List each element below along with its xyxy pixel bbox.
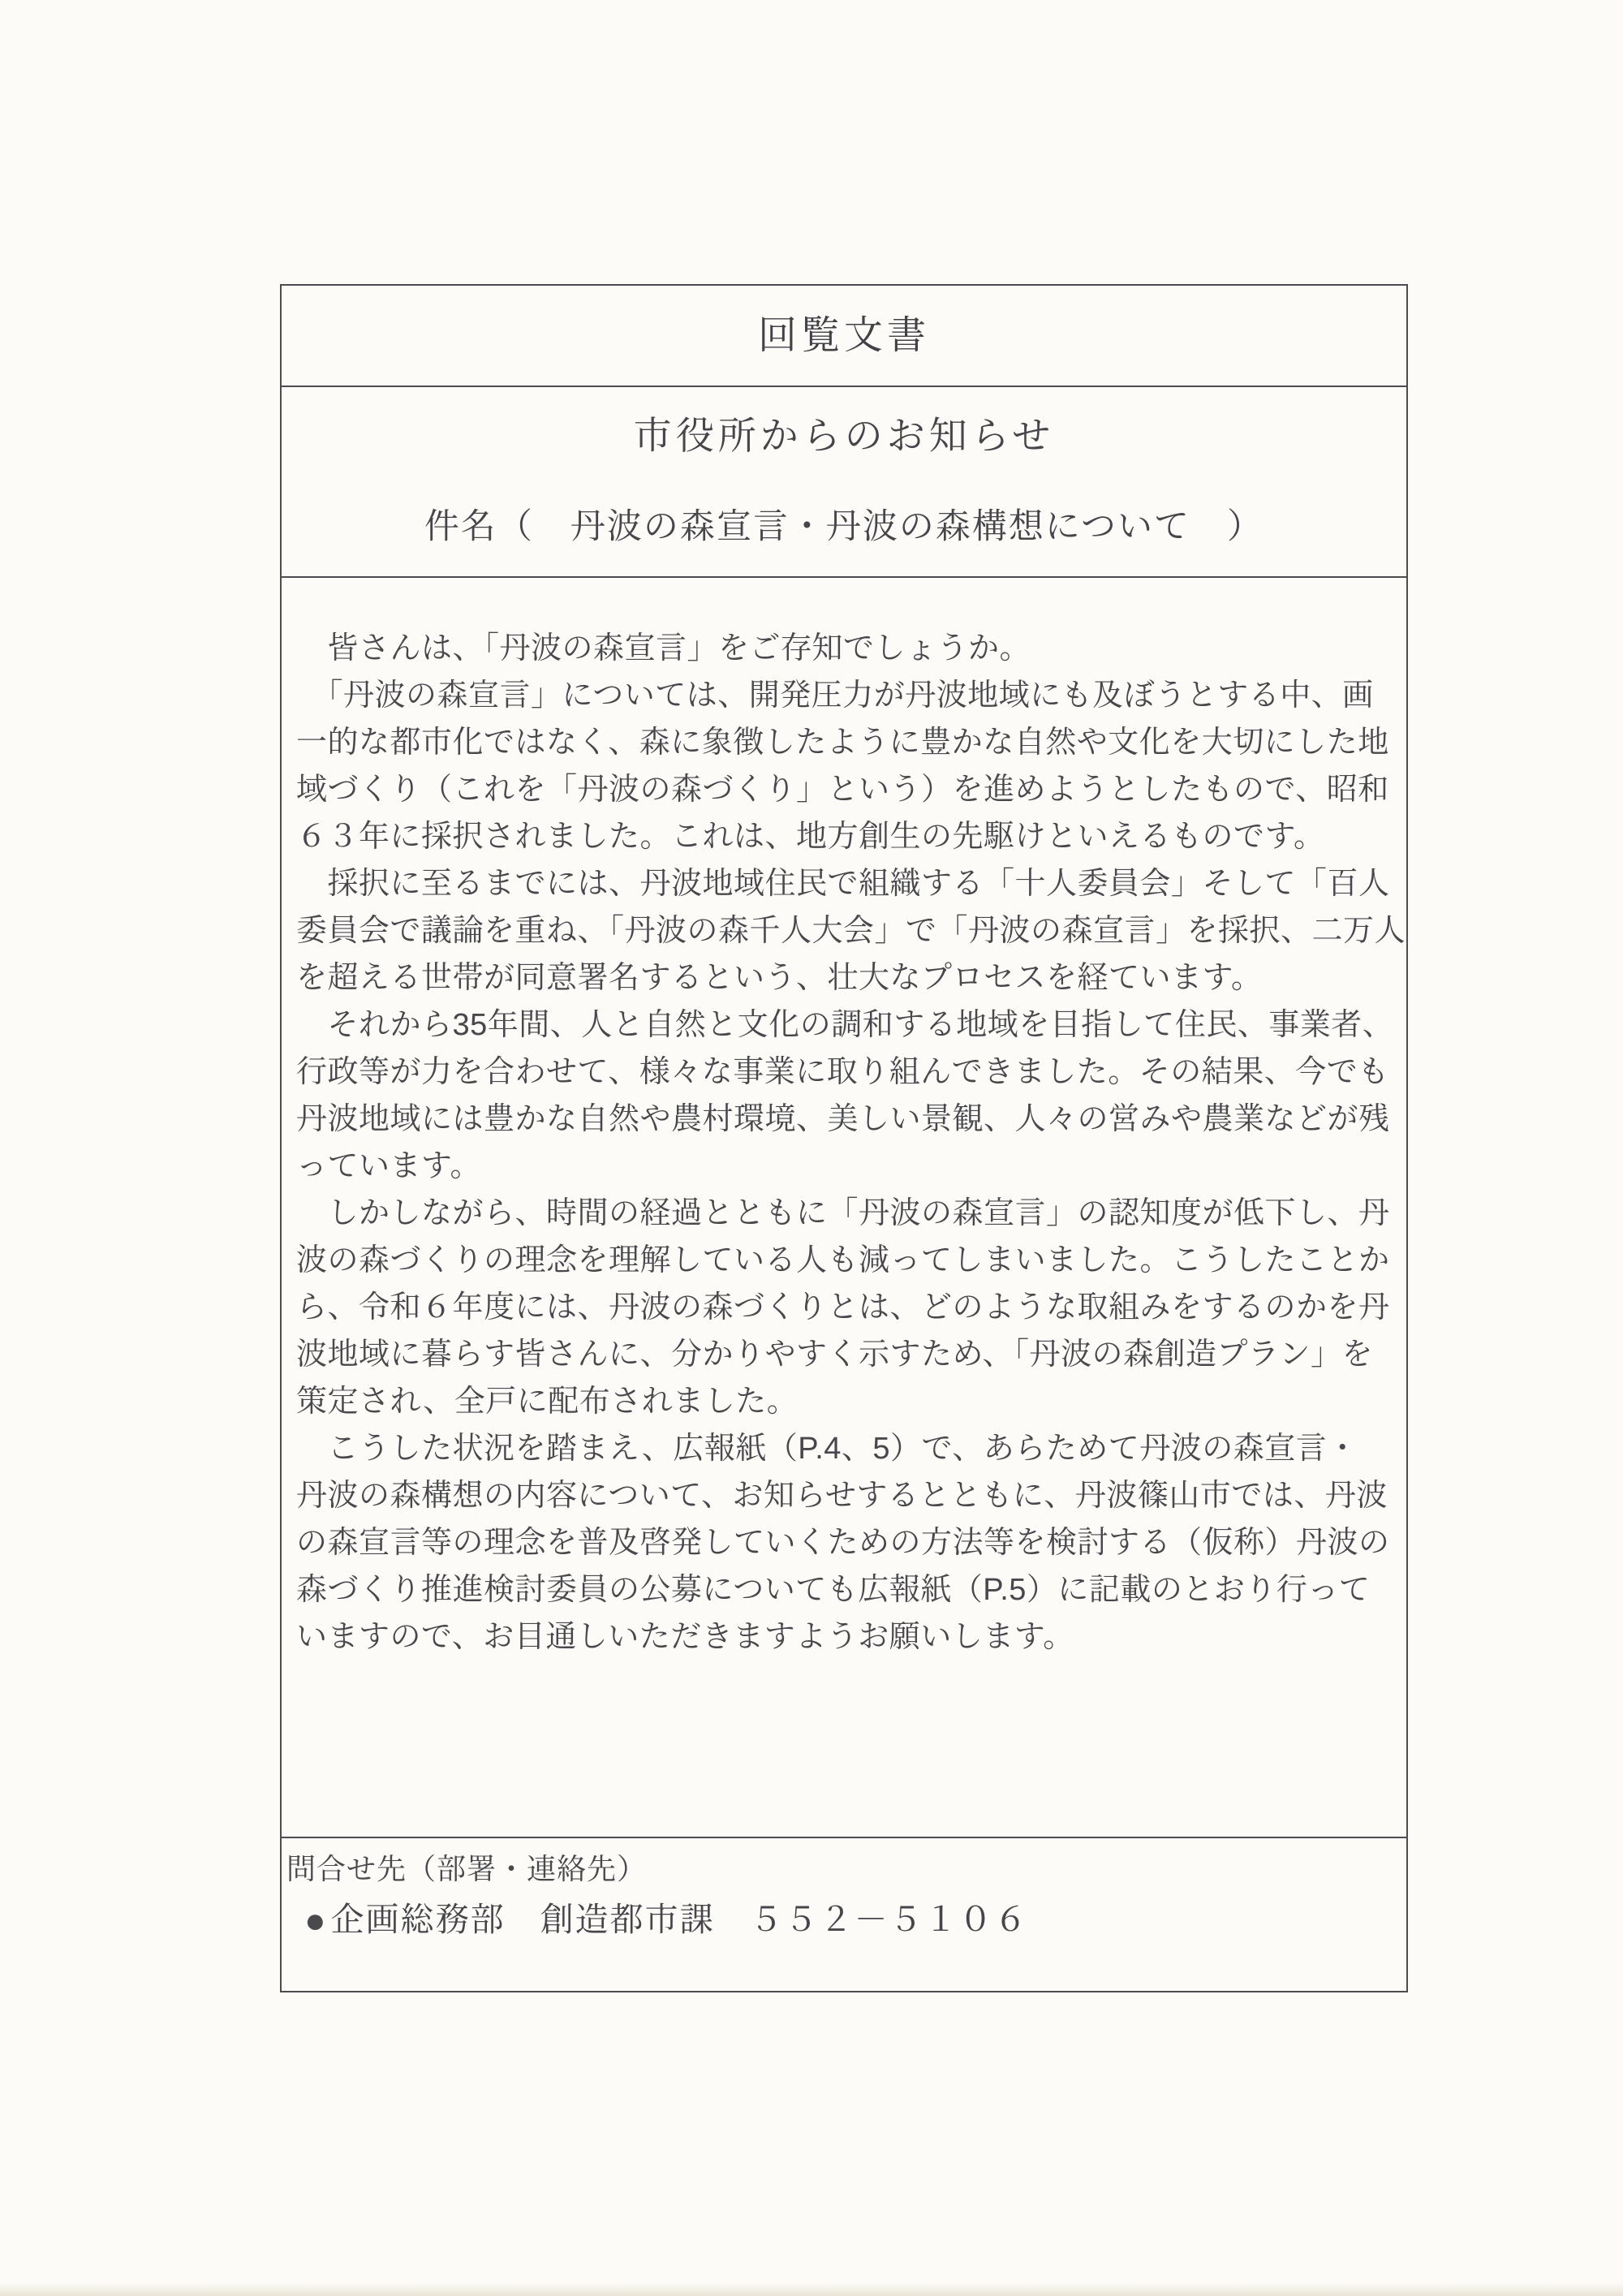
body-text-line: を超える世帯が同意署名するという、壮大なプロセスを経ています。: [296, 961, 1263, 995]
document-type-title: 回覧文書: [757, 313, 930, 357]
body-text-line: 行政等が力を合わせて、様々な事業に取り組んできました。その結果、今でも: [296, 1055, 1389, 1089]
body-text-line: 「丹波の森宣言」については、開発圧力が丹波地域にも及ぼうとする中、画: [296, 678, 1374, 713]
body-text-line: いますので、お目通しいただきますようお願いします。: [296, 1620, 1074, 1654]
body-text-line: 森づくり推進検討委員の公募についても広報紙（P.5）に記載のとおり行って: [296, 1573, 1371, 1607]
body-text-line: 丹波地域には豊かな自然や農村環境、美しい景観、人々の営みや農業などが残: [296, 1102, 1390, 1136]
body-text-line: ６３年に採択されました。これは、地方創生の先駆けといえるものです。: [296, 820, 1325, 854]
notice-title: 市役所からのお知らせ: [633, 414, 1055, 457]
document-frame: [280, 284, 1408, 1992]
body-text-line: の森宣言等の理念を普及啓発していくための方法等を検討する（仮称）丹波の: [296, 1526, 1390, 1560]
body-text-line: 皆さんは、「丹波の森宣言」をご存知でしょうか。: [296, 631, 1031, 666]
notice-header-section: [282, 387, 1406, 578]
body-text-line: っています。: [296, 1149, 481, 1183]
body-text-line: それから35年間、人と自然と文化の調和する地域を目指して住民、事業者、: [296, 1008, 1394, 1042]
body-text-line: 策定され、全戸に配布されました。: [296, 1385, 799, 1419]
body-text-line: 一的な都市化ではなく、森に象徴したように豊かな自然や文化を大切にした地: [296, 726, 1389, 760]
body-text-line: 丹波の森構想の内容について、お知らせするとともに、丹波篠山市では、丹波: [296, 1479, 1388, 1513]
body-text-section: [282, 578, 1406, 1838]
body-text-line: ら、令和６年度には、丹波の森づくりとは、どのような取組みをするのかを丹: [296, 1290, 1390, 1325]
contact-section: [282, 1838, 1406, 1991]
body-text-line: 委員会で議論を重ね、「丹波の森千人大会」で「丹波の森宣言」を採択、二万人: [296, 914, 1406, 948]
contact-label: 問合せ先（部署・連絡先）: [286, 1852, 648, 1885]
body-text-line: 波の森づくりの理念を理解している人も減ってしまいました。こうしたことか: [296, 1243, 1390, 1277]
bullet-icon: ●: [304, 1901, 328, 1941]
contact-detail-line: [286, 1898, 1406, 1942]
body-text-line: しかしながら、時間の経過とともに「丹波の森宣言」の認知度が低下し、丹: [296, 1196, 1390, 1230]
body-text-line: 採択に至るまでには、丹波地域住民で組織する「十人委員会」そして「百人: [296, 867, 1390, 901]
contact-detail-text: 企画総務部 創造都市課 ５５２－５１０６: [330, 1901, 1029, 1938]
body-text-line: 域づくり（これを「丹波の森づくり」という）を進めようとしたもので、昭和: [296, 773, 1389, 807]
scan-edge-shadow: [0, 2283, 1623, 2296]
body-text-line: 波地域に暮らす皆さんに、分かりやすく示すため、「丹波の森創造プラン」を: [296, 1338, 1373, 1372]
subject-line: 件名（ 丹波の森宣言・丹波の森構想について ）: [424, 507, 1264, 546]
circular-header-section: [282, 286, 1406, 387]
body-text-line: こうした状況を踏まえ、広報紙（P.4、5）で、あらためて丹波の森宣言・: [296, 1432, 1358, 1466]
